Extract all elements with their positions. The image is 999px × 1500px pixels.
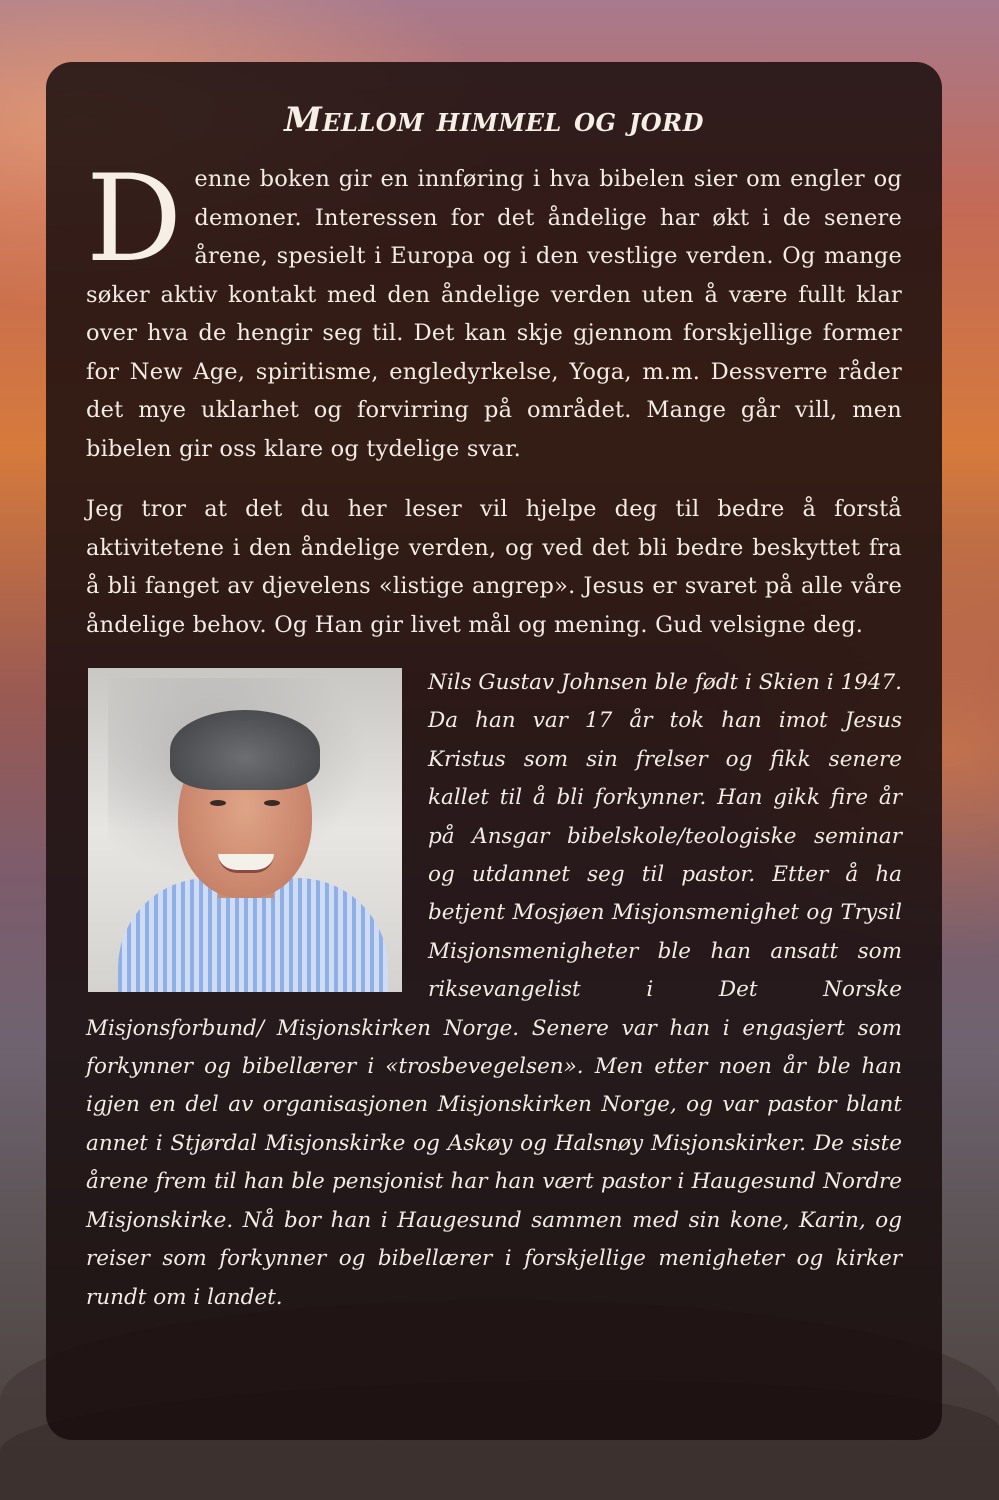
intro-paragraph-1-text: enne boken gir en innføring i hva bibelen sier om engler og demoner. Interessen for det åndelige har økt i de senere årene, spesielt i Europa og i den vestlige verden. Og mange søker aktiv kontakt med den åndelige verden uten å være fullt klar over hva de hengir seg til. Det kan skje gjennom forskjellige former for New Age, spiritisme, engledyrkelse, Yoga, m.m. Dessverre råder det mye uklarhet og forvirring på området. Mange går vill, men bibelen gir oss klare og tydelige svar.	[86, 166, 902, 462]
back-cover-panel	[46, 62, 942, 1440]
author-photo	[88, 668, 402, 992]
book-title: Mellom himmel og jord	[284, 100, 704, 140]
author-bio-section	[86, 664, 902, 1317]
author-bio-text: Nils Gustav Johnsen ble født i Skien i 1947. Da han var 17 år tok han imot Jesus Kristus som sin frelser og fikk senere kallet til å bli forkynner. Han gikk fire år på Ansgar bibelskole/teologiske seminar og utdannet seg til pastor. Etter å ha betjent Mosjøen Misjonsmenighet og Trysil Misjonsmenigheter ble han ansatt som riksevangelist i Det Norske Misjonsforbund/ Misjonskirken Norge. Senere var han i engasjert som forkynner og bibellærer i «trosbevegelsen». Men etter noen år ble han igjen en del av organisasjonen Misjonskirken Norge, og var pastor blant annet i Stjørdal Misjonskirke og Askøy og Halsnøy Misjonskirker. De siste årene frem til han ble pensjonist har han vært pastor i Haugesund Nordre Misjonskirke. Nå bor han i Haugesund sammen med sin kone, Karin, og reiser som forkynner og bibellærer i forskjellige menigheter og kirker rundt om i landet.	[86, 670, 902, 1310]
intro-paragraph-1	[86, 150, 902, 468]
intro-paragraph-2: Jeg tror at det du her leser vil hjelpe deg til bedre å forstå aktivitetene i den åndelige verden, og ved det bli bedre beskyttet fra å bli fanget av djevelens «listige angrep». Jesus er svaret på alle våre åndelige behov. Og Han gir livet mål og mening. Gud velsigne deg.	[86, 496, 902, 638]
drop-cap: D	[86, 150, 183, 289]
